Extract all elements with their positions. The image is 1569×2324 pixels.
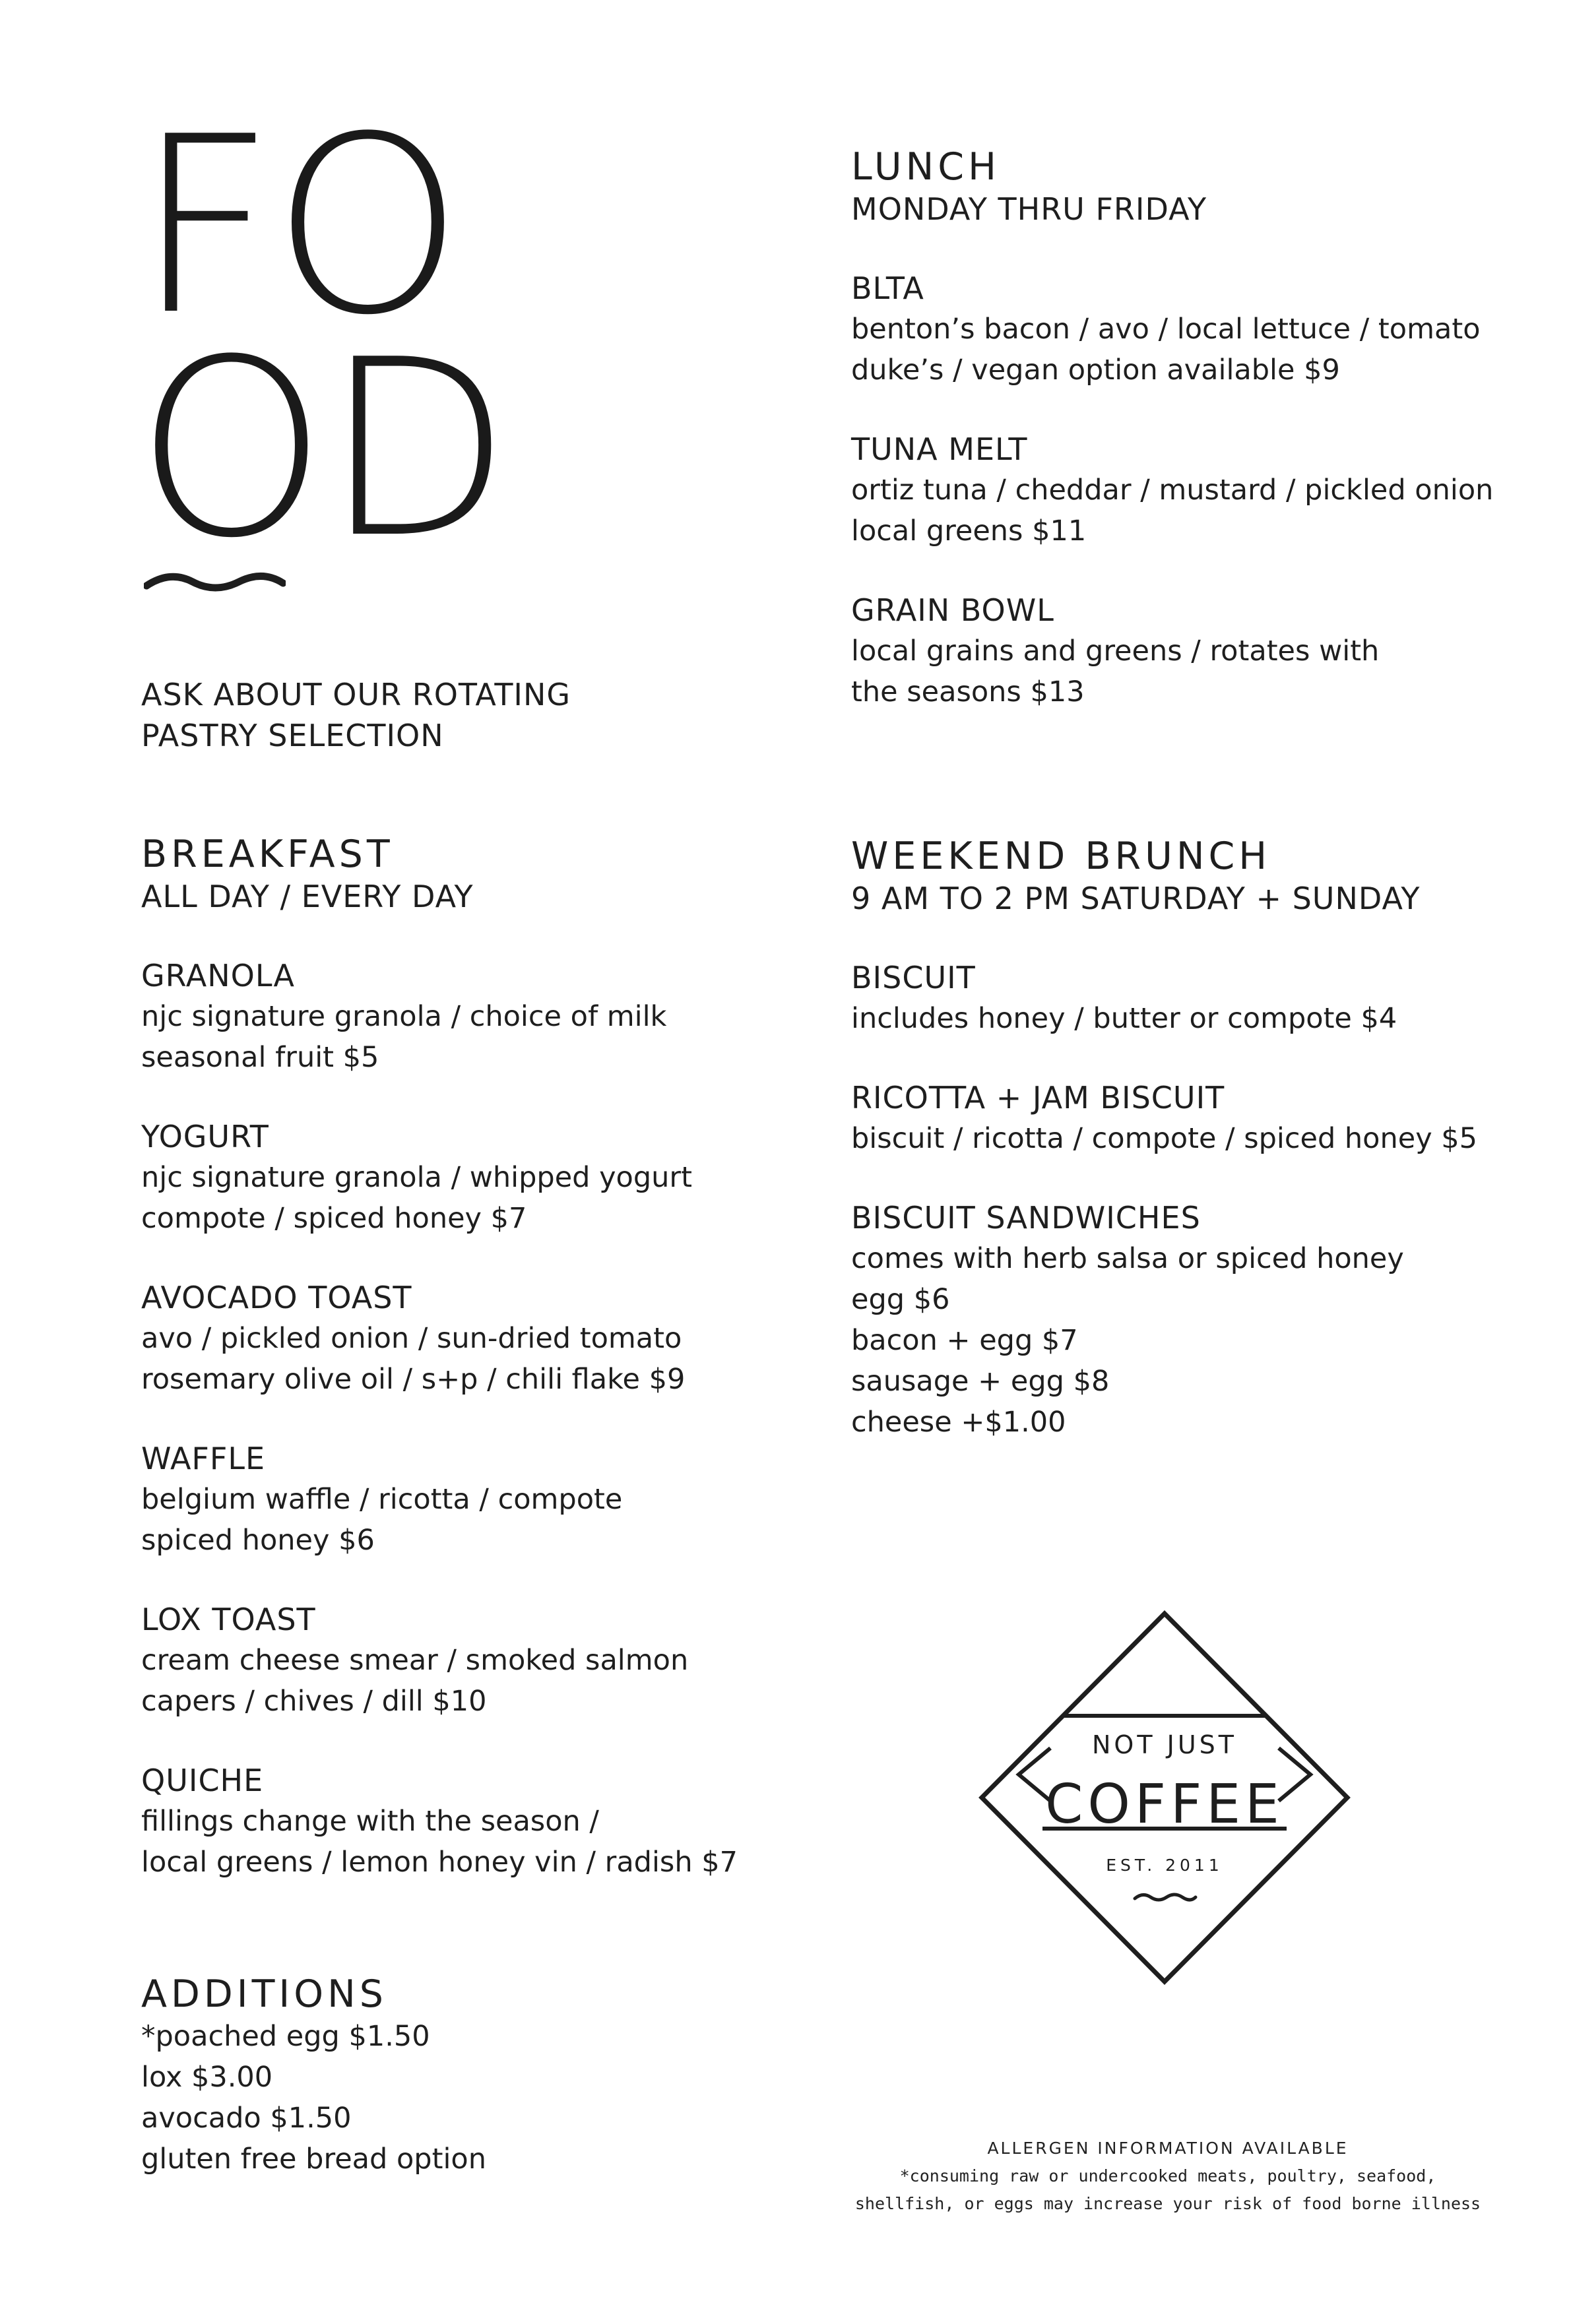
menu-item <box>141 955 801 1078</box>
menu-item-name: QUICHE <box>141 1763 264 1798</box>
pastry-note-line-1: ASK ABOUT OUR ROTATING <box>141 677 571 712</box>
addition-item: avocado $1.50 <box>141 2102 352 2135</box>
menu-item-description: egg $6 <box>851 1283 950 1316</box>
menu-item-description: belgium waffle / ricotta / compote <box>141 1483 623 1516</box>
wave-icon <box>144 569 286 595</box>
menu-item-name: YOGURT <box>141 1119 269 1154</box>
menu-item <box>141 1760 801 1883</box>
menu-item-description: bacon + egg $7 <box>851 1324 1078 1357</box>
menu-item <box>141 1438 801 1561</box>
menu-item-description: local grains and greens / rotates with <box>851 635 1380 668</box>
allergen-footer <box>805 2135 1531 2218</box>
section-title: LUNCH <box>851 145 1000 189</box>
lunch-section <box>851 145 1511 712</box>
allergen-heading: ALLERGEN INFORMATION AVAILABLE <box>987 2139 1349 2158</box>
addition-item: *poached egg $1.50 <box>141 2020 430 2053</box>
menu-item <box>851 268 1511 391</box>
menu-item <box>851 1077 1511 1159</box>
menu-item-description: rosemary olive oil / s+p / chili flake $9 <box>141 1363 686 1396</box>
addition-item: lox $3.00 <box>141 2061 273 2094</box>
menu-item-name: WAFFLE <box>141 1441 266 1476</box>
pastry-note <box>141 674 735 756</box>
menu-item-description: local greens / lemon honey vin / radish $7 <box>141 1846 738 1879</box>
section-subtitle: MONDAY THRU FRIDAY <box>851 191 1207 227</box>
menu-item-description: ortiz tuna / cheddar / mustard / pickled onion <box>851 474 1494 507</box>
menu-item-description: the seasons $13 <box>851 675 1085 708</box>
menu-item-description: avo / pickled onion / sun-dried tomato <box>141 1322 682 1355</box>
wave-icon <box>1135 1895 1196 1900</box>
menu-item-name: GRAIN BOWL <box>851 592 1054 628</box>
menu-item-name: GRANOLA <box>141 958 295 993</box>
section-subtitle: 9 AM TO 2 PM SATURDAY + SUNDAY <box>851 881 1421 916</box>
menu-item <box>851 590 1511 712</box>
logo-tagline: NOT JUST <box>1092 1730 1237 1759</box>
section-title: ADDITIONS <box>141 1972 387 2016</box>
menu-item-name: TUNA MELT <box>851 431 1028 467</box>
allergen-warning-line-2: shellfish, or eggs may increase your risk of food borne illness <box>854 2194 1481 2213</box>
menu-item-name: LOX TOAST <box>141 1602 316 1637</box>
menu-item-name: BLTA <box>851 270 924 306</box>
section-title: BREAKFAST <box>141 832 394 876</box>
menu-item-description: cheese +$1.00 <box>851 1406 1066 1439</box>
menu-item-description: compote / spiced honey $7 <box>141 1202 527 1235</box>
not-just-coffee-logo <box>977 1610 1353 1986</box>
menu-item-description: comes with herb salsa or spiced honey <box>851 1242 1404 1275</box>
menu-item-description: includes honey / butter or compote $4 <box>851 1002 1397 1035</box>
section-subtitle: ALL DAY / EVERY DAY <box>141 879 474 914</box>
menu-item-description: local greens $11 <box>851 515 1087 548</box>
menu-item <box>141 1599 801 1722</box>
title-line-1: FO <box>135 85 461 369</box>
menu-item-description: duke’s / vegan option available $9 <box>851 354 1340 387</box>
menu-item-description: njc signature granola / choice of milk <box>141 1000 667 1033</box>
menu-item-name: AVOCADO TOAST <box>141 1280 412 1315</box>
menu-item-description: spiced honey $6 <box>141 1524 375 1557</box>
menu-item <box>141 1116 801 1239</box>
menu-item-name: RICOTTA + JAM BISCUIT <box>851 1080 1225 1115</box>
additions-list <box>141 2016 801 2180</box>
additions-section <box>141 1972 801 2180</box>
menu-item-name: BISCUIT <box>851 960 976 995</box>
logo-wordmark: COFFEE <box>1045 1773 1284 1836</box>
menu-item <box>851 429 1511 551</box>
menu-item-description: fillings change with the season / <box>141 1805 599 1838</box>
menu-item <box>851 1197 1511 1443</box>
page-title <box>135 85 508 592</box>
menu-item <box>141 1277 801 1400</box>
menu-item-description: biscuit / ricotta / compote / spiced honey $5 <box>851 1122 1478 1155</box>
menu-item-description: sausage + egg $8 <box>851 1365 1110 1398</box>
addition-item: gluten free bread option <box>141 2143 486 2176</box>
menu-item-description: capers / chives / dill $10 <box>141 1685 487 1718</box>
menu-item <box>851 957 1511 1039</box>
title-line-2: OD <box>135 308 508 592</box>
breakfast-section <box>141 832 801 1883</box>
section-title: WEEKEND BRUNCH <box>851 834 1271 878</box>
menu-item-description: njc signature granola / whipped yogurt <box>141 1161 692 1194</box>
menu-item-description: benton’s bacon / avo / local lettuce / tomato <box>851 313 1481 346</box>
menu-item-description: cream cheese smear / smoked salmon <box>141 1644 689 1677</box>
brunch-section <box>851 834 1511 1443</box>
pastry-note-line-2: PASTRY SELECTION <box>141 718 444 753</box>
menu-item-name: BISCUIT SANDWICHES <box>851 1200 1201 1236</box>
logo-established: EST. 2011 <box>1106 1856 1223 1875</box>
menu-item-description: seasonal fruit $5 <box>141 1041 379 1074</box>
allergen-warning-line-1: *consuming raw or undercooked meats, poultry, seafood, <box>899 2166 1436 2185</box>
